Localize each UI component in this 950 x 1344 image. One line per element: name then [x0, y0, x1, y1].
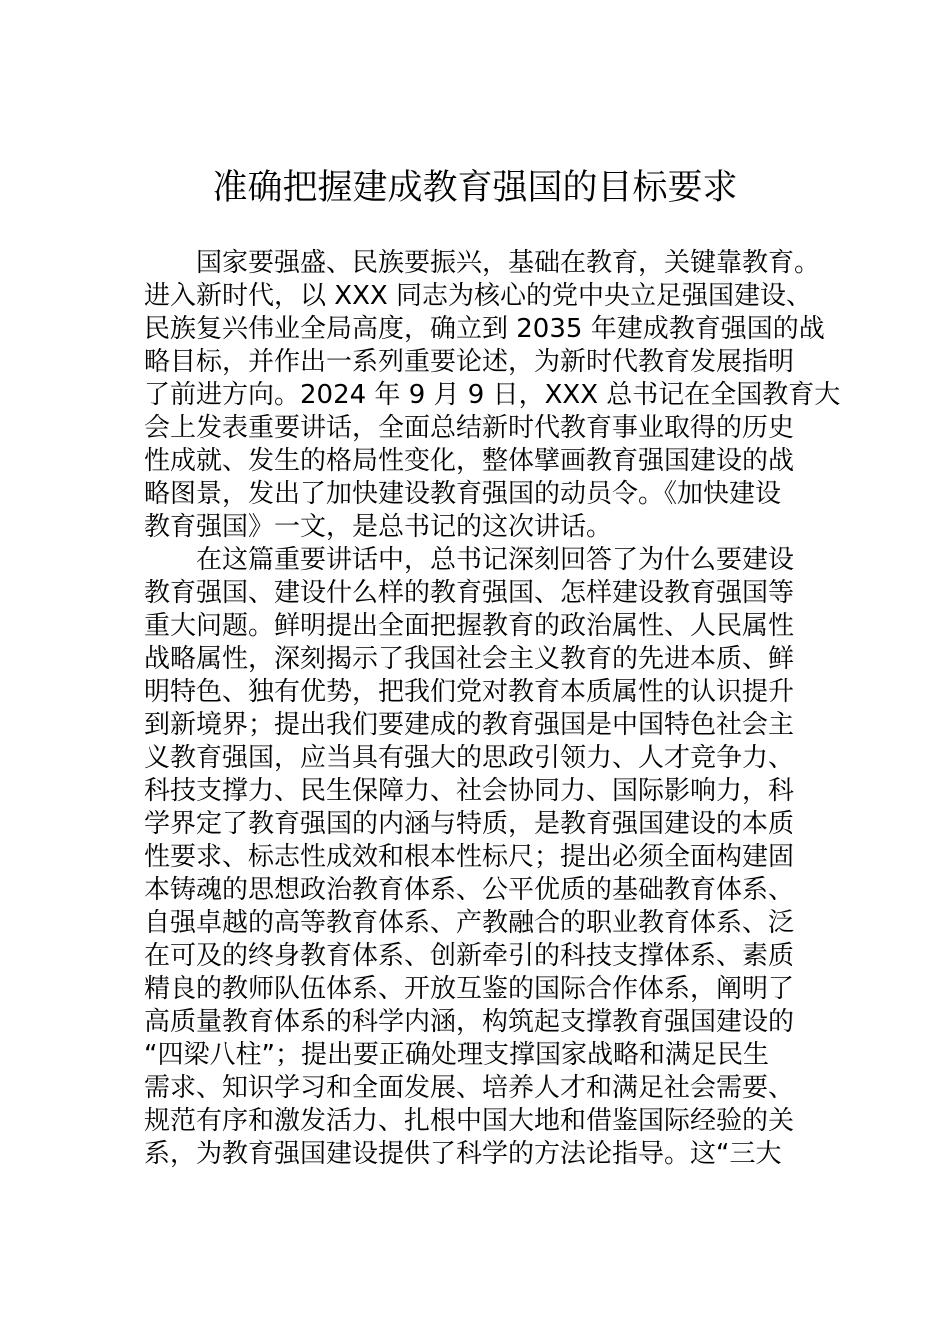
body-line: 教育强国、建设什么样的教育强国、怎样建设教育强国等: [144, 578, 795, 608]
body-line: 高质量教育体系的科学内涵，构筑起支撑教育强国建设的: [144, 1007, 795, 1037]
body-line: 战略属性，深刻揭示了我国社会主义教育的先进本质、鲜: [144, 644, 795, 674]
body-line: 义教育强国，应当具有强大的思政引领力、人才竞争力、: [144, 743, 795, 773]
body-line: 自强卓越的高等教育体系、产教融合的职业教育体系、泛: [144, 908, 795, 938]
body-line: 略目标，并作出一系列重要论述，为新时代教育发展指明: [144, 347, 795, 377]
body-line: 规范有序和激发活力、扎根中国大地和借鉴国际经验的关: [144, 1106, 795, 1136]
document-title: 准确把握建成教育强国的目标要求: [212, 168, 738, 208]
body-line: 了前进方向。2024 年 9 月 9 日，XXX 总书记在全国教育大: [144, 380, 841, 410]
body-line: 科技支撑力、民生保障力、社会协同力、国际影响力，科: [144, 776, 795, 806]
body-line: 略图景，发出了加快建设教育强国的动员令。《加快建设: [144, 479, 782, 509]
body-line: 民族复兴伟业全局高度，确立到 2035 年建成教育强国的战: [144, 314, 825, 344]
body-line: 在可及的终身教育体系、创新牵引的科技支撑体系、素质: [144, 941, 795, 971]
body-line: 重大问题。鲜明提出全面把握教育的政治属性、人民属性: [144, 611, 795, 641]
body-line: 精良的教师队伍体系、开放互鉴的国际合作体系，阐明了: [144, 974, 795, 1004]
body-line: “四梁八柱”；提出要正确处理支撑国家战略和满足民生: [144, 1040, 769, 1070]
body-line: 本铸魂的思想政治教育体系、公平优质的基础教育体系、: [144, 875, 795, 905]
body-line: 国家要强盛、民族要振兴，基础在教育，关键靠教育。: [144, 248, 821, 278]
body-line: 性成就、发生的格局性变化，整体擘画教育强国建设的战: [144, 446, 795, 476]
body-line: 进入新时代，以 XXX 同志为核心的党中央立足强国建设、: [144, 281, 812, 311]
body-line: 学界定了教育强国的内涵与特质，是教育强国建设的本质: [144, 809, 795, 839]
body-line: 到新境界；提出我们要建成的教育强国是中国特色社会主: [144, 710, 795, 740]
body-line: 性要求、标志性成效和根本性标尺；提出必须全面构建固: [144, 842, 795, 872]
body-line: 在这篇重要讲话中，总书记深刻回答了为什么要建设: [144, 545, 795, 575]
body-line: 明特色、独有优势，把我们党对教育本质属性的认识提升: [144, 677, 795, 707]
body-line: 教育强国》一文，是总书记的这次讲话。: [144, 512, 613, 542]
body-line: 会上发表重要讲话，全面总结新时代教育事业取得的历史: [144, 413, 795, 443]
body-line: 系，为教育强国建设提供了科学的方法论指导。这“三大: [144, 1139, 782, 1169]
body-line: 需求、知识学习和全面发展、培养人才和满足社会需要、: [144, 1073, 795, 1103]
